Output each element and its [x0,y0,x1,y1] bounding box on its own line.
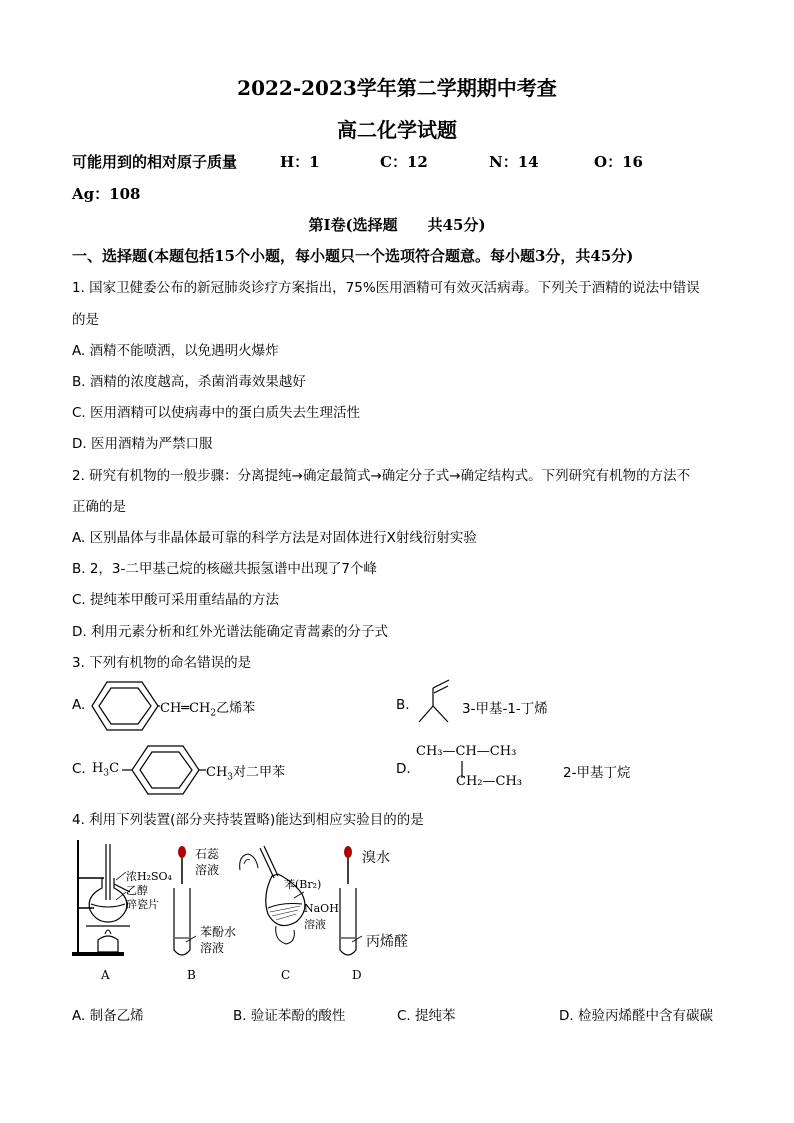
q1-option-c: C. 医用酒精可以使病毒中的蛋白质失去生理活性 [72,405,361,421]
q1-option-a: A. 酒精不能喷洒，以免遇明火爆炸 [72,343,279,359]
skeletal-structure-b [418,680,452,732]
mass-o: O：16 [594,153,643,171]
q3-option-b-label: B. [396,697,410,713]
q1-option-d: D. 医用酒精为严禁口服 [72,436,213,452]
q3-b-name: 3-甲基-1-丁烯 [462,701,548,717]
apparatus-d-label-acrolein: 丙烯醛 [366,934,408,950]
q3-c-right-group [206,761,285,783]
q4-stem: 4. 利用下列装置(部分夹持装置略)能达到相应实验目的的是 [72,812,424,828]
q3-d-name: 2-甲基丁烷 [563,765,631,781]
apparatus-b-label-litmus: 石蕊 [195,847,220,861]
q2-option-c: C. 提纯苯甲酸可采用重结晶的方法 [72,592,280,608]
q3-option-d-label: D. [396,761,411,777]
exam-subtitle: 高二化学试题 [337,118,457,142]
apparatus-letter-d: D [352,968,362,982]
q3-c-left-sub: 3 [103,768,110,779]
q2-stem-line2: 正确的是 [72,499,126,515]
apparatus-c-diagram [238,842,310,952]
apparatus-b-label-phenol: 苯酚水 [200,925,237,939]
q4-option-b: B. 验证苯酚的酸性 [233,1008,346,1024]
q4-option-c: C. 提纯苯 [397,1008,456,1024]
mass-h: H：1 [280,153,320,171]
apparatus-c-label-naoh: NaOH [304,902,339,915]
atomic-mass-label: 可能用到的相对原子质量 [72,153,238,171]
benzene-ring-a [90,680,160,732]
q3-c-right-ch: CH [206,765,228,780]
q3-stem: 3. 下列有机物的命名错误的是 [72,655,252,671]
volume-title: 第I卷(选择题 共45分) [308,216,486,234]
q3-c-left-h: H [92,761,104,776]
mass-c: C：12 [380,153,428,171]
q2-option-b: B. 2，3-二甲基己烷的核磁共振氢谱中出现了7个峰 [72,561,377,577]
mass-ag: Ag：108 [72,185,141,203]
q3-c-left-group [92,761,119,779]
q3-option-c-label: C. [72,761,86,777]
q3-d-top-chain: CH₃—CH—CH₃ [416,744,517,759]
apparatus-a-label-acid: 浓H₂SO₄ [126,870,172,883]
q4-option-d: D. 检验丙烯醛中含有碳碳 [559,1008,713,1024]
q3-a-formula-main: CH═CH [160,701,211,716]
exam-title: 2022-2023学年第二学期期中考查 [237,76,557,100]
apparatus-b-label-phenol-solution: 溶液 [200,941,225,955]
q3-a-formula [160,697,255,719]
q2-option-a: A. 区别晶体与非晶体最可靠的科学方法是对固体进行X射线衍射实验 [72,530,477,546]
apparatus-b-label-solution: 溶液 [195,863,220,877]
part-title: 一、选择题(本题包括15个小题，每小题只一个选项符合题意。每小题3分，共45分) [72,247,634,265]
apparatus-a-label-chips: 碎瓷片 [126,898,159,911]
q1-option-b: B. 酒精的浓度越高，杀菌消毒效果越好 [72,374,306,390]
mass-n: N：14 [489,153,539,171]
q1-stem-line2: 的是 [72,312,99,328]
q3-option-a-label: A. [72,697,86,713]
apparatus-letter-a: A [101,968,110,982]
q3-a-name: 乙烯苯 [216,701,256,716]
apparatus-a-label-ethanol: 乙醇 [126,884,148,897]
apparatus-letter-b: B [187,968,196,982]
q3-d-bottom-chain: CH₂—CH₃ [456,774,522,789]
q2-stem-line1: 2. 研究有机物的一般步骤：分离提纯→确定最简式→确定分子式→确定结构式。下列研究有机物的方法不 [72,468,691,484]
q2-option-d: D. 利用元素分析和红外光谱法能确定青蒿素的分子式 [72,624,388,640]
apparatus-c-label-benzene: 苯(Br₂) [284,878,322,891]
apparatus-c-label-solution: 溶液 [304,918,326,931]
q3-c-name: 对二甲苯 [233,765,286,780]
q3-c-right-sub: 3 [227,772,234,783]
apparatus-letter-c: C [281,968,291,982]
q4-option-a: A. 制备乙烯 [72,1008,144,1024]
q3-c-left-c: C [109,761,120,776]
apparatus-d-label-bromine: 溴水 [362,850,390,866]
benzene-ring-c [122,744,208,796]
q1-stem-line1: 1. 国家卫健委公布的新冠肺炎诊疗方案指出，75%医用酒精可有效灭活病毒。下列关于酒精的说法中错误 [72,280,700,296]
q3-a-formula-sub: 2 [210,708,217,719]
